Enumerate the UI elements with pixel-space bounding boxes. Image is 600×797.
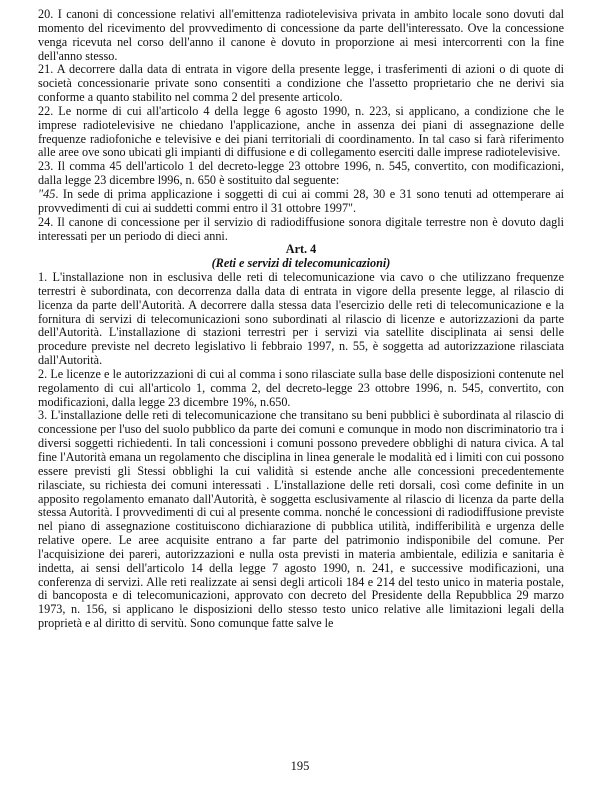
art4-paragraph-2: 2. Le licenze e le autorizzazioni di cui al comma i sono rilasciate sulla base delle disposizioni contenute nel regolamento di cui all'articolo 1, comma 2, del decreto-legge 23 ottobre 1996, n. 545, convertito, con modificazioni, dalla legge 23 dicembre 19%, n.650. [38, 366, 564, 409]
art4-paragraph-1: 1. L'installazione non in esclusiva delle reti di telecomunicazione via cavo o che utilizzano frequenze terrestri è subordinata, con decorrenza dalla data di entrata in vigore della presente legge, al rilascio di licenza da parte dell'Autorità. A decorrere dalla stessa data l'esercizio delle reti di telecomunicazione e la fornitura di servizi di telecomunicazioni sono subordinati al rilascio di licenze e autorizzazioni da parte dell'Autorità. L'installazione di stazioni terrestri per i servizi via satellite disciplinata ai sensi delle procedure previste nel decreto legislativo li febbraio 1997, n. 55, è soggetta ad autorizzazione rilasciata dall'Autorità. [38, 270, 564, 368]
document-page [38, 8, 564, 631]
page-number: 195 [290, 759, 310, 773]
paragraph-23: 23. Il comma 45 dell'articolo 1 del decreto-legge 23 ottobre 1996, n. 545, convertito, con modificazioni, dalla legge 23 dicembre l996, n. 650 è sostituito dal seguente: [38, 159, 564, 188]
paragraph-20: 20. I canoni di concessione relativi all'emittenza radiotelevisiva privata in ambito locale sono dovuti dal momento del ricevimento del provvedimento di concessione da parte dell'interessato. Ove la concessione venga ricevuta nel corso dell'anno il canone è dovuto in proporzione ai mesi intercorrenti con la fine dell'anno stesso. [38, 7, 564, 63]
art4-paragraph-3: 3. L'installazione delle reti di telecomunicazione che transitano su beni pubblici è subordinata al rilascio di concessione per l'uso del suolo pubblico da parte dei comuni e comunque in modo non discriminatorio tra i diversi soggetti richiedenti. In tali concessioni i comuni possono prevedere obblighi di natura civica. A tal fine l'Autorità emana un regolamento che disciplina in linea generale le modalità ed i limiti con cui possono essere previsti gli Stessi obblighi la cui validità si estende anche alle concessioni precedentemente rilasciate, su richiesta dei comuni interessati . L'installazione delle reti dorsali, così come definite in un apposito regolamento emanato dall'Autorità, è soggetta esclusivamente al rilascio di licenza da parte della stessa Autorità. I provvedimenti di cui al presente comma. nonché le concessioni di radiodiffusione previste nel piano di assegnazione costituiscono dichiarazione di pubblica utilità, indifferibilità e urgenza delle relative opere. Le aree acquisite entrano a far parte del patrimonio indisponibile del comune. Per l'acquisizione dei pareri, autorizzazioni e nulla osta previsti in materia ambientale, edilizia e sanitaria è indetta, ai sensi dell'articolo 14 della legge 7 agosto 1990, n. 241, e successive modificazioni, una conferenza di servizi. Alle reti realizzate ai sensi degli articoli 184 e 214 del testo unico in materia postale, di bancoposta e di telecomunicazioni, approvato con decreto del Presidente della Repubblica 29 marzo 1973, n. 156, si applicano le disposizioni dello stesso testo unico relative alle limitazioni legali della proprietà e al diritto di servitù. Sono comunque fatte salve le [38, 408, 564, 631]
quoted-paragraph-45 [38, 188, 564, 216]
paragraph-24: 24. Il canone di concessione per il servizio di radiodiffusione sonora digitale terrestre non è dovuto dagli interessati per un periodo di dieci anni. [38, 214, 564, 243]
paragraph-22: 22. Le norme di cui all'articolo 4 della legge 6 agosto 1990, n. 223, si applicano, a condizione che le imprese radiotelevisive ne chiedano l'applicazione, anche in assenza dei piani di assegnazione delle frequenze radiofoniche e televisive e dei piani territoriali di coordinamento. In tal caso si farà riferimento alle aree ove sono ubicati gli impianti di diffusione e di collegamento eserciti dalle imprese radiotelevisive. [38, 103, 564, 160]
quote-lead: "45 [38, 186, 56, 201]
article-subtitle: (Reti e servizi di telecomunicazioni) [211, 256, 391, 271]
article-title: Art. 4 [285, 242, 317, 257]
quote-text: . In sede di prima applicazione i soggetti di cui ai commi 28, 30 e 31 sono tenuti ad ottemperare ai provvedimenti di cui ai suddetti commi entro il 31 ottobre 1997". [38, 186, 564, 215]
paragraph-21: 21. A decorrere dalla data di entrata in vigore della presente legge, i trasferimenti di azioni o di quote di società concessionarie private sono consentiti a condizione che l'assetto proprietario che ne derivi sia conforme a quanto stabilito nel comma 2 del presente articolo. [38, 62, 564, 105]
